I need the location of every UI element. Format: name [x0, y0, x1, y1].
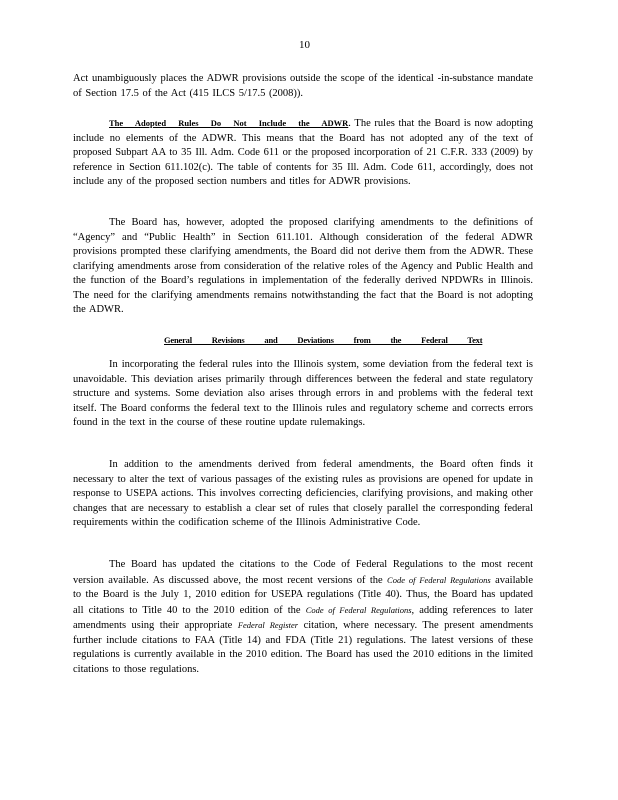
paragraph-6 [73, 558, 533, 677]
paragraph-2-text: . The rules that the Board is now adopting include no elements of the ADWR. This means that the Board has not adopted any of the text of proposed Subpart AA to 35 Ill. Adm. Code 611 or the proposed incorporation of 21 C.F.R. 333 (2009) by reference in Section 611.102(c). The table of contents for 35 Ill. Adm. Code 611, accordingly, does not include any of the proposed section numbers and titles for ADWR provisions. [73, 118, 534, 187]
federal-register-italic: Federal Register [237, 620, 299, 630]
paragraph-2 [73, 116, 533, 190]
paragraph-6-text-c: , adding references to later amendments using their appropriate [73, 604, 534, 631]
paragraph-5-text: In addition to the amendments derived from federal amendments, the Board often finds it necessary to alter the text of various passages of the existing rules as provisions are opened for update in response to USEPA actions. This involves correcting deficiencies, clarifying provisions, and making other changes that are necessary to establish a clear set of rules that closely parallel the corresponding federal requirements within the codification scheme of the Illinois Administrative Code. [73, 459, 533, 528]
cfr-citation-italic: Code of Federal Regulations [305, 604, 412, 615]
paragraph-6-text-b: available to the Board is the July 1, 2010 edition for USEPA regulations (Title 40). Thus, the Board has updated all citations to Title 40 to the 2010 edition of the [73, 574, 533, 616]
cfr-citation-italic: Code of Federal Regulations [387, 574, 491, 585]
paragraph-5 [73, 458, 533, 531]
paragraph-4-text: In incorporating the federal rules into the Illinois system, some deviation from the federal text is unavoidable. This deviation arises primarily through differences between the federal and state regulatory structure and systems. Some deviation also arises through errors in and problems with the federal text itself. The Board conforms the federal text to the Illinois rules and regulatory scheme and corrects errors found in the text in the course of these routine update rulemakings. [73, 359, 533, 428]
inline-heading-adwr: The Adopted Rules Do Not Include the ADWR [109, 118, 349, 128]
paragraph-4 [73, 358, 533, 431]
paragraph-6-text-d: citation, where necessary. The present amendments further include citations to FAA (Title 14) and FDA (Title 21) regulations. The latest versions of these regulations is currently available in the 2010 edition. The Board has used the 2010 editions in the limited citations to those regulations. [73, 620, 534, 675]
page-number: 10 [299, 39, 310, 51]
paragraph-3 [73, 216, 533, 318]
paragraph-6-text-a: The Board has updated the citations to the Code of Federal Regulations to the most recent version available. As discussed above, the most recent versions of the [73, 559, 533, 586]
paragraph-3-text: The Board has, however, adopted the proposed clarifying amendments to the definitions of “Agency” and “Public Health” in Section 611.101. Although consideration of the federal ADWR provisions prompted these clarifying amendments, the Board did not derive them from the ADWR. These clarifying amendments arose from consideration of the relative roles of the Agency and Public Health and the function of the Board’s regulations in implementation of the federally derived NPDWRs in Illinois. The need for the clarifying amendments remains notwithstanding the fact that the Board is not adopting the ADWR. [73, 217, 533, 315]
paragraph-1: Act unambiguously places the ADWR provisions outside the scope of the identical -in-substance mandate of Section 17.5 of the Act (415 ILCS 5/17.5 (2008)). [73, 73, 533, 99]
section-heading: General Revisions and Deviations from the Federal Text [164, 335, 483, 345]
